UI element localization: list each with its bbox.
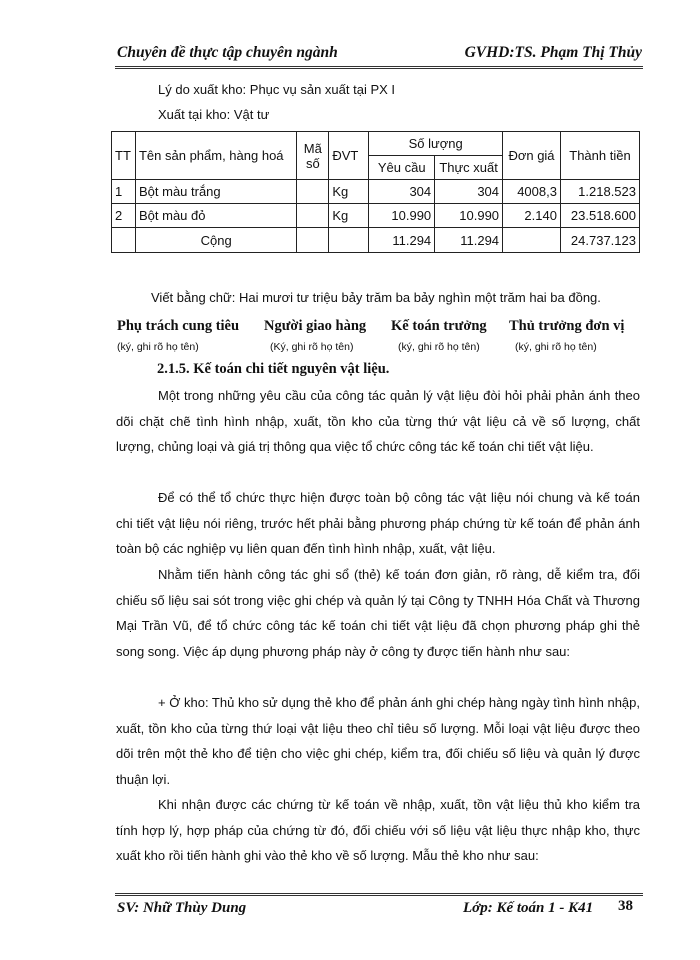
th-name: Tên sản phẩm, hàng hoá (135, 132, 296, 180)
signature-note: (ký, ghi rõ họ tên) (117, 341, 199, 353)
cell-amount: 1.218.523 (560, 180, 639, 204)
signature-note: (Ký, ghi rõ họ tên) (270, 341, 354, 353)
total-act: 11.294 (435, 228, 503, 253)
cell-req: 10.990 (369, 204, 435, 228)
cell-price: 2.140 (503, 204, 561, 228)
header-right: GVHD:TS. Phạm Thị Thủy (464, 44, 642, 61)
th-code: Mã số (297, 132, 329, 180)
paragraph: Để có thể tổ chức thực hiện được toàn bộ công tác vật liệu nói chung và kế toán chi tiết vật liệu nói riêng, trước hết phải bằng phương pháp chứng từ kế toán để phản ánh toàn bộ các nghiệp vụ liên quan đến tình hình nhập, xuất, vật liệu. (116, 490, 640, 556)
th-qty: Số lượng (369, 132, 503, 156)
cell-tt: 1 (112, 180, 136, 204)
th-unit: ĐVT (329, 132, 369, 180)
warehouse-line: Xuất tại kho: Vật tư (158, 107, 270, 122)
footer-rule (115, 893, 643, 898)
cell-amount: 23.518.600 (560, 204, 639, 228)
paragraph: Nhằm tiến hành công tác ghi sổ (thẻ) kế toán đơn giản, rõ ràng, dễ kiểm tra, đối chiếu số liệu sai sót trong việc ghi chép và quản lý tại Công ty TNHH Hóa Chất và Thương Mại Trần Vũ, để tổ chức công tác kế toán chi tiết vật liệu đã chọn phương pháp ghi thẻ song song. Việc áp dụng phương pháp này ở công ty được tiến hành như sau: (116, 567, 640, 659)
cell-act: 10.990 (435, 204, 503, 228)
cell-act: 304 (435, 180, 503, 204)
paragraph: Một trong những yêu cầu của công tác quản lý vật liệu đòi hỏi phải phản ánh theo dõi chặt chẽ tình hình nhập, xuất, tồn kho của từng thứ vật liệu cả về số lượng, chất lượng, chủng loại và giá trị thông qua việc tổ chức công tác kế toán chi tiết vật liệu. (116, 388, 640, 454)
footer-student: SV: Nhữ Thùy Dung (117, 900, 247, 916)
paragraph: Khi nhận được các chứng từ kế toán về nhập, xuất, tồn vật liệu thủ kho kiểm tra tính hợp lý, hợp pháp của chứng từ đó, đối chiếu với số liệu vật liệu thực nhập kho, thực xuất kho rồi tiến hành ghi vào thẻ kho về số lượng. Mẫu thẻ kho như sau: (116, 797, 640, 863)
total-req: 11.294 (369, 228, 435, 253)
signature-title: Phụ trách cung tiêu (117, 318, 240, 334)
cell-code (297, 204, 329, 228)
page-header (117, 40, 642, 68)
signature-note: (ký, ghi rõ họ tên) (398, 341, 480, 353)
cell-unit: Kg (329, 204, 369, 228)
paragraph: + Ở kho: Thủ kho sử dụng thẻ kho để phản ánh ghi chép hàng ngày tình hình nhập, xuất, tồn kho của từng thứ loại vật liệu theo chỉ tiêu số lượng. Mỗi loại vật liệu được theo dõi trên một thẻ kho để tiện cho việc ghi chép, kiểm tra, đối chiếu số liệu và quản lý được thuận lợi. (116, 695, 640, 787)
cell-price: 4008,3 (503, 180, 561, 204)
cell-req: 304 (369, 180, 435, 204)
issue-table (111, 131, 640, 253)
cell-code (297, 180, 329, 204)
total-label: Cộng (135, 228, 296, 253)
signature-title: Thủ trưởng đơn vị (509, 318, 625, 334)
total-amount: 24.737.123 (560, 228, 639, 253)
footer-class: Lớp: Kế toán 1 - K41 (463, 900, 594, 916)
table-row (112, 204, 640, 228)
th-qty-req: Yêu cầu (369, 156, 435, 180)
signature-note: (ký, ghi rõ họ tên) (515, 341, 597, 353)
reason-line: Lý do xuất kho: Phục vụ sản xuất tại PX I (158, 82, 396, 97)
signature-title: Kế toán trưởng (391, 318, 487, 334)
th-tt: TT (112, 132, 136, 180)
amount-in-words: Viết bằng chữ: Hai mươi tư triệu bảy trăm ba bảy nghìn một trăm hai ba đồng. (151, 290, 601, 305)
signature-title: Người giao hàng (264, 318, 367, 334)
cell-name: Bột màu đỏ (135, 204, 296, 228)
header-rule (115, 66, 643, 71)
th-price: Đơn giá (503, 132, 561, 180)
cell-name: Bột màu trắng (135, 180, 296, 204)
th-qty-act: Thực xuất (435, 156, 503, 180)
th-amount: Thành tiền (560, 132, 639, 180)
cell-tt: 2 (112, 204, 136, 228)
page-number: 38 (618, 898, 633, 914)
table-row (112, 180, 640, 204)
table-total-row (112, 228, 640, 253)
header-left: Chuyên đề thực tập chuyên ngành (117, 44, 338, 61)
section-heading: 2.1.5. Kế toán chi tiết nguyên vật liệu. (157, 361, 390, 377)
cell-unit: Kg (329, 180, 369, 204)
